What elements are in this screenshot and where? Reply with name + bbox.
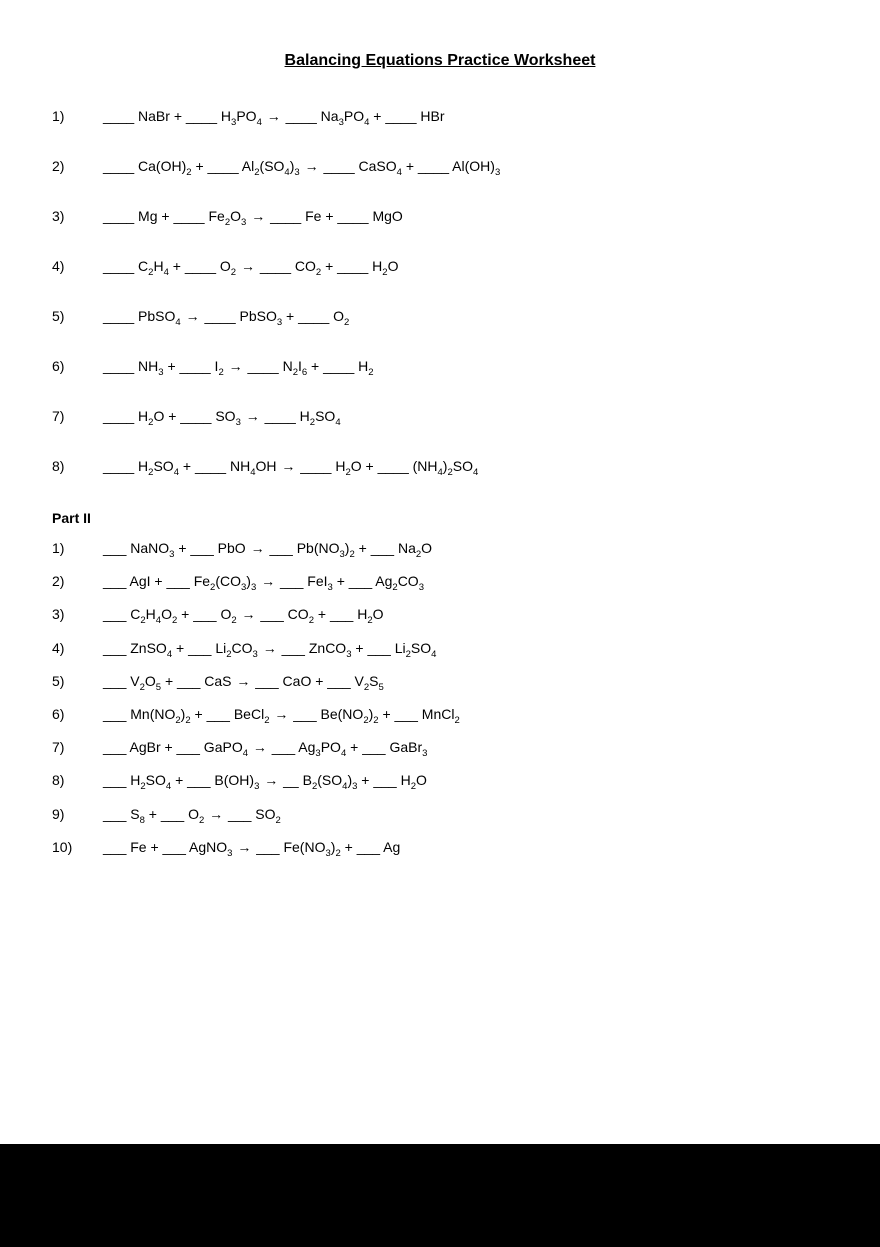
equation-number: 3) <box>52 606 65 623</box>
page-bottom-band <box>0 1144 880 1247</box>
reaction-arrow-icon: → <box>252 739 267 756</box>
equation-text: ___ NaNO$_3$ + ___ PbO → ___ $Pb(NO_3)_2$ + ___ $Na_2O$ <box>103 540 433 560</box>
equation-text: ___ ZnSO$_4$ + ___ $Li_2CO_3$ → ___ ZnCO$_3$ + ___ $Li_2SO_4$ <box>103 639 437 660</box>
equation-row <box>52 540 880 573</box>
equation-text: ___ Fe + ___ AgNO$_3$ → ___ $Fe(NO_3)_2$ + ___ Ag <box>103 838 401 859</box>
reaction-arrow-icon: → <box>209 805 224 822</box>
equation-text: ____ PbSO$_4$ → ____ PbSO$_3$ + ____ $O_2$ <box>103 308 350 328</box>
equation-number: 8) <box>52 458 65 474</box>
equation-number: 8) <box>52 772 65 789</box>
reaction-arrow-icon: → <box>262 639 277 656</box>
equation-number: 6) <box>52 358 65 374</box>
equation-number: 1) <box>52 540 65 556</box>
equation-number: 1) <box>52 108 65 124</box>
equation-row <box>52 308 880 358</box>
equation-number: 6) <box>52 705 65 722</box>
equation-text: ____ $C_2H_4$ + ____ $O_2$ → ____ $CO_2$ + ____ $H_2O$ <box>103 258 399 278</box>
equation-text: ____ Mg + ____ $Fe_2O_3$ → ____ Fe + ____ MgO <box>103 208 403 228</box>
reaction-arrow-icon: → <box>261 573 276 590</box>
equation-number: 2) <box>52 158 65 174</box>
equation-row <box>52 158 880 208</box>
part2-heading: Part II <box>52 510 91 526</box>
equation-row <box>52 408 880 458</box>
equation-row <box>52 839 880 872</box>
equation-text: ___ $C_2H_4O_2$ + ___ $O_2$ → ___ $CO_2$ + ___ $H_2O$ <box>103 606 384 627</box>
equation-number: 5) <box>52 308 65 324</box>
reaction-arrow-icon: → <box>304 158 319 174</box>
equation-number: 7) <box>52 739 65 756</box>
reaction-arrow-icon: → <box>245 408 260 424</box>
reaction-arrow-icon: → <box>281 458 296 474</box>
equation-text: ___ AgI + ___ $Fe_2(CO_3)_3$ → ___ FeI$_3$ + ___ $Ag_2CO_3$ <box>103 573 424 593</box>
reaction-arrow-icon: → <box>228 358 243 374</box>
equation-number: 9) <box>52 805 65 822</box>
reaction-arrow-icon: → <box>240 258 255 274</box>
reaction-arrow-icon: → <box>251 208 266 224</box>
equation-text: ___ $Mn(NO_2)_2$ + ___ BeCl$_2$ → ___ $Be(NO_2)_2$ + ___ MnCl$_2$ <box>103 705 460 726</box>
reaction-arrow-icon: → <box>185 308 200 324</box>
equation-number: 4) <box>52 639 65 656</box>
equation-number: 3) <box>52 208 65 224</box>
equation-row <box>52 772 880 805</box>
equation-row <box>52 806 880 839</box>
equation-number: 2) <box>52 573 65 590</box>
worksheet-title: Balancing Equations Practice Worksheet <box>284 52 596 69</box>
equation-text: ___ $H_2SO_4$ + ___ $B(OH)_3$ → __ $B_2(SO_4)_3$ + ___ $H_2O$ <box>103 772 427 793</box>
equation-text: ____ NaBr + ____ $H_3PO_4$ → ____ $Na_3PO_4$ + ____ HBr <box>103 108 445 128</box>
reaction-arrow-icon: → <box>274 705 289 722</box>
equation-row <box>52 606 880 639</box>
equation-number: 5) <box>52 672 65 689</box>
reaction-arrow-icon: → <box>237 838 252 855</box>
reaction-arrow-icon: → <box>264 772 279 789</box>
reaction-arrow-icon: → <box>236 672 251 689</box>
equation-row <box>52 208 880 258</box>
part2-section <box>52 540 880 872</box>
equation-number: 7) <box>52 408 65 424</box>
equation-row <box>52 706 880 739</box>
equation-text: ___ $S_8$ + ___ $O_2$ → ___ $SO_2$ <box>103 805 281 826</box>
equation-row <box>52 739 880 772</box>
equation-number: 4) <box>52 258 65 274</box>
equation-text: ____ $NH_3$ + ____ $I_2$ → ____ $N_2I_6$ + ____ $H_2$ <box>103 358 374 378</box>
equation-number: 10) <box>52 838 73 855</box>
reaction-arrow-icon: → <box>241 606 256 623</box>
equation-text: ____ $H_2SO_4$ + ____ $NH_4OH$ → ____ $H_2O$ + ____ $(NH_4)_2SO_4$ <box>103 458 479 478</box>
reaction-arrow-icon: → <box>250 540 265 556</box>
equation-row <box>52 358 880 408</box>
equation-row <box>52 458 880 508</box>
equation-text: ____ $H_2O$ + ____ $SO_3$ → ____ $H_2SO_4$ <box>103 408 341 428</box>
equation-text: ___ $V_2O_5$ + ___ CaS → ___ CaO + ___ $V_2S_5$ <box>103 672 384 693</box>
equation-text: ___ AgBr + ___ GaPO$_4$ → ___ $Ag_3PO_4$ + ___ GaBr$_3$ <box>103 739 428 759</box>
equation-row <box>52 258 880 308</box>
equation-row <box>52 108 880 158</box>
equation-row <box>52 673 880 706</box>
equation-row <box>52 573 880 606</box>
equation-row <box>52 640 880 673</box>
equation-text: ____ $Ca(OH)_2$ + ____ $Al_2(SO_4)_3$ → ____ CaSO$_4$ + ____ $Al(OH)_3$ <box>103 158 501 178</box>
reaction-arrow-icon: → <box>266 108 281 124</box>
part1-section <box>52 108 880 508</box>
